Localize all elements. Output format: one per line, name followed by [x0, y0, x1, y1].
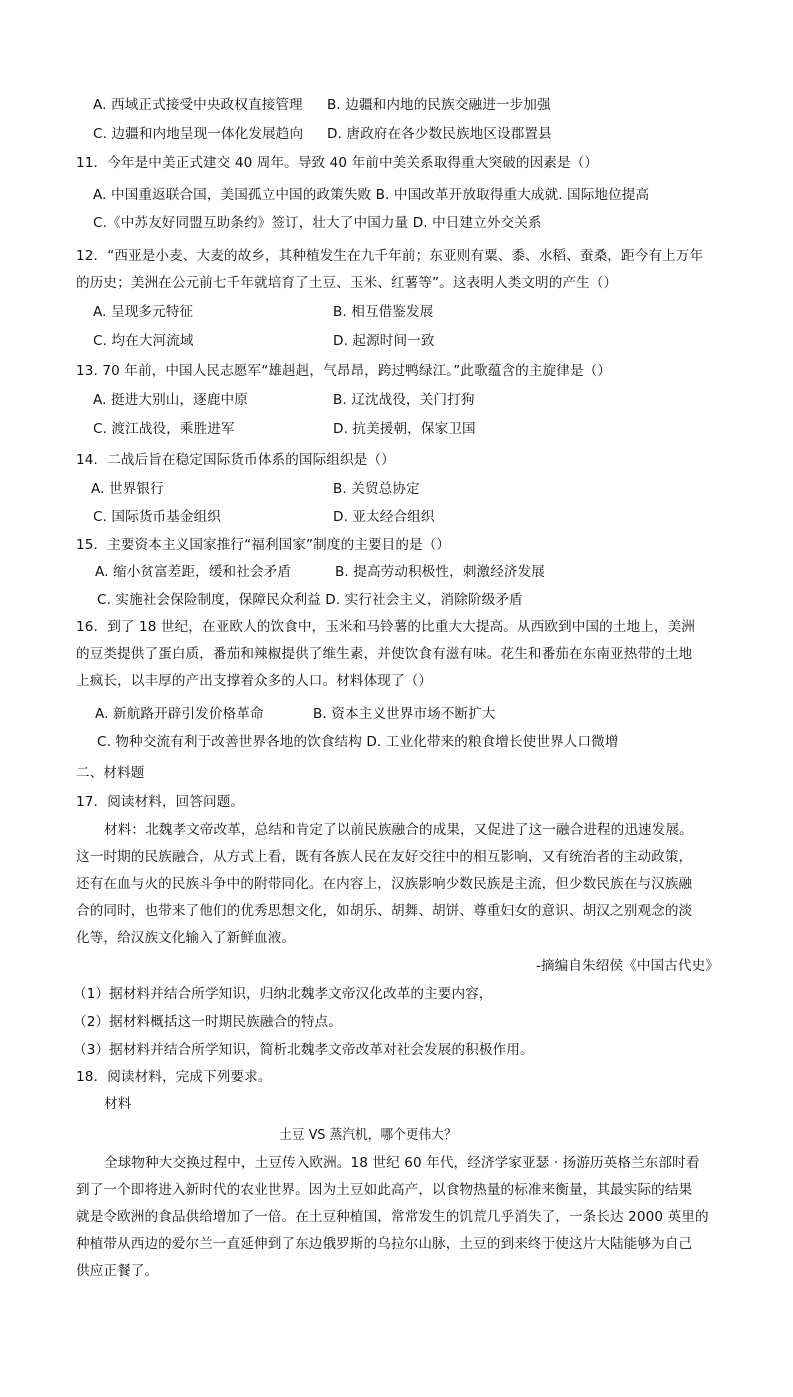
q16-option-a: A. 新航路开辟引发价格革命 [95, 706, 264, 722]
q17-sub-question-3: （3）据材料并结合所学知识，简析北魏孝文帝改革对社会发展的积极作用。 [73, 1042, 534, 1058]
q12-option-a: A. 呈现多元特征 [93, 304, 194, 320]
q16-options-cd: C. 物种交流有利于改善世界各地的饮食结构 D. 工业化带来的粮食增长使世界人口微增 [97, 734, 619, 750]
section-heading: 二、材料题 [76, 765, 145, 781]
q11-stem: 11．今年是中美正式建交 40 周年。导致 40 年前中美关系取得重大突破的因素是（） [76, 155, 599, 171]
q11-options-ab: A. 中国重返联合国，美国孤立中国的政策失败 B. 中国改革开放取得重大成就. 国际地位提高 [93, 187, 650, 203]
q15-stem: 15．主要资本主义国家推行“福利国家”制度的主要目的是（） [76, 537, 451, 553]
q13-option-b: B. 辽沈战役，关门打狗 [333, 392, 475, 408]
q14-option-c: C. 国际货币基金组织 [93, 509, 221, 525]
q17-material-line1: 材料：北魏孝文帝改革，总结和肯定了以前民族融合的成果，又促进了这一融合进程的迅速发展。 [104, 822, 693, 838]
q17-material-line3: 还有在血与火的民族斗争中的附带同化。在内容上，汉族影响少数民族是主流，但少数民族在与汉族融 [76, 876, 693, 892]
q14-option-d: D. 亚太经合组织 [333, 509, 435, 525]
q17-sub-question-2: （2）据材料概括这一时期民族融合的特点。 [73, 1014, 342, 1030]
q13-option-a: A. 挺进大别山，逐鹿中原 [93, 392, 248, 408]
q18-material-line2: 到了一个即将进入新时代的农业世界。因为土豆如此高产，以食物热量的标准来衡量，其最实际的结果 [76, 1182, 693, 1198]
q10-option-b: B. 边疆和内地的民族交融进一步加强 [327, 97, 551, 113]
q18-material-line4: 种植带从西边的爱尔兰一直延伸到了东边俄罗斯的乌拉尔山脉，土豆的到来终于使这片大陆能够为自己 [76, 1236, 693, 1252]
q12-option-b: B. 相互借鉴发展 [333, 304, 434, 320]
q11-options-cd: C.《中苏友好同盟互助条约》签订，壮大了中国力量 D. 中日建立外交关系 [93, 215, 542, 231]
q17-source: -摘编自朱绍侯《中国古代史》 [535, 958, 719, 974]
q14-option-a: A. 世界银行 [91, 481, 164, 497]
q10-option-c: C. 边疆和内地呈现一体化发展趋向 [93, 126, 304, 142]
q15-option-a: A. 缩小贫富差距，缓和社会矛盾 [95, 564, 292, 580]
q13-option-d: D. 抗美援朝，保家卫国 [333, 421, 476, 437]
q18-material-title: 土豆 VS 蒸汽机，哪个更伟大？ [279, 1127, 457, 1143]
q18-material-line1: 全球物种大交换过程中，土豆传入欧洲。18 世纪 60 年代，经济学家亚瑟 · 扬游历英格兰东部时看 [104, 1155, 700, 1171]
q14-stem: 14．二战后旨在稳定国际货币体系的国际组织是（） [76, 452, 395, 468]
q10-option-a: A. 西域正式接受中央政权直接管理 [93, 97, 303, 113]
q16-stem-line2: 的豆类提供了蛋白质，番茄和辣椒提供了维生素，并使饮食有滋有味。花生和番茄在东南亚热带的土地 [76, 646, 693, 662]
q12-stem-line2: 的历史；美洲在公元前七千年就培育了土豆、玉米、红薯等”。这表明人类文明的产生（） [76, 275, 618, 291]
q12-option-d: D. 起源时间一致 [333, 333, 435, 349]
q10-option-d: D. 唐政府在各少数民族地区设郡置县 [327, 126, 552, 142]
q13-stem: 13. 70 年前，中国人民志愿军“雄赳赳，气昂昂，跨过鸭绿江。”此歌蕴含的主旋律是（） [76, 363, 612, 379]
q18-stem: 18．阅读材料，完成下列要求。 [76, 1069, 272, 1085]
q17-stem: 17．阅读材料，回答问题。 [76, 794, 245, 810]
q12-stem-line1: 12．“西亚是小麦、大麦的故乡，其种植发生在九千年前；东亚则有粟、黍、水稻、蚕桑，距今有上万年 [76, 248, 704, 264]
q17-material-line2: 这一时期的民族融合，从方式上看，既有各族人民在友好交往中的相互影响，又有统治者的主动政策， [76, 849, 693, 865]
q16-stem-line3: 上疯长，以丰厚的产出支撑着众多的人口。材料体现了（） [76, 673, 433, 689]
q17-sub-question-1: （1）据材料并结合所学知识，归纳北魏孝文帝汉化改革的主要内容， [73, 986, 493, 1002]
q18-material-label: 材料 [104, 1096, 132, 1112]
q17-material-line4: 合的同时，也带来了他们的优秀思想文化，如胡乐、胡舞、胡饼、尊重妇女的意识、胡汉之别观念的淡 [76, 903, 693, 919]
q12-option-c: C. 均在大河流域 [93, 333, 194, 349]
q15-option-b: B. 提高劳动积极性，刺激经济发展 [335, 564, 545, 580]
q15-options-cd: C. 实施社会保险制度，保障民众利益 D. 实行社会主义，消除阶级矛盾 [97, 592, 523, 608]
q18-material-line5: 供应正餐了。 [76, 1263, 159, 1279]
q13-option-c: C. 渡江战役，乘胜进军 [93, 421, 235, 437]
q16-option-b: B. 资本主义世界市场不断扩大 [313, 706, 496, 722]
q17-material-line5: 化等，给汉族文化输入了新鲜血液。 [76, 930, 296, 946]
q18-material-line3: 就是令欧洲的食品供给增加了一倍。在土豆种植国，常常发生的饥荒几乎消失了，一条长达 2000 英里的 [76, 1209, 709, 1225]
q16-stem-line1: 16．到了 18 世纪，在亚欧人的饮食中，玉米和马铃薯的比重大大提高。从西欧到中国的土地上，美洲 [76, 619, 695, 635]
q14-option-b: B. 关贸总协定 [333, 481, 420, 497]
